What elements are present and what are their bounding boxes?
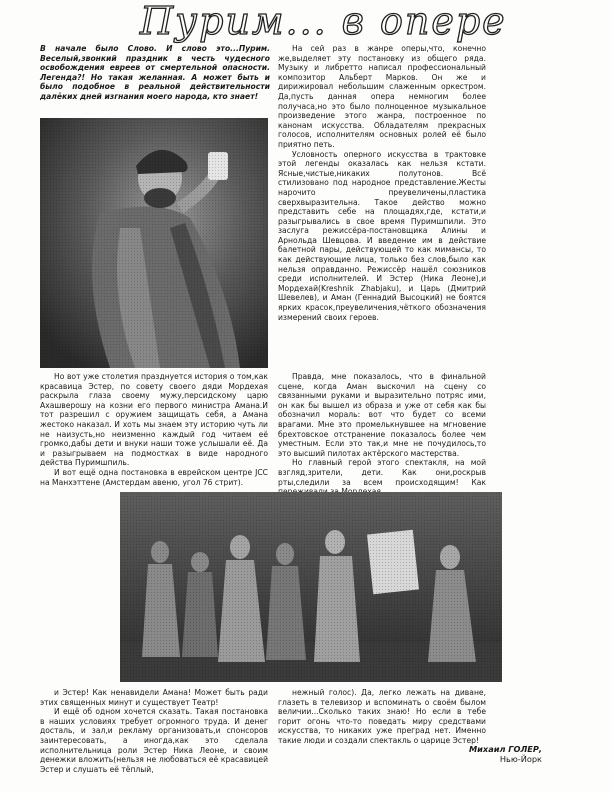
photo-mordecai: [40, 118, 268, 368]
author-name: Михаил ГОЛЕР,: [469, 744, 542, 754]
right-column-bottom: [278, 688, 486, 745]
paragraph: Но вот уже столетия празднуется история о том,как красавица Эстер, по совету своего дяди Мордехая раскрыла глаза своему мужу,персидскому царю Ахашверошу на козни его первого министра Амана.И тот разрешил с оружием защищать себя, а Амана жестоко наказал. И хоть мы знаем эту историю чуть ли не наизусть,но неизменно каждый год читаем её громко,дабы дети и внуки наши тоже услышали её. Да и разыгрываем на подмостках в виде народного действа Пуримшпиль.: [40, 372, 268, 468]
paragraph: Но главный герой этого спектакля, на мой взгляд,зрители, дети. Как они,роскрыв рты,следили за всем происходящим! Как: [278, 458, 486, 487]
left-column-bottom: [40, 688, 268, 786]
photo-stage-scene: [120, 492, 502, 682]
lede-column: [40, 44, 270, 126]
lede-text: В начале было Слово. И слово это...Пурим. Веселый,звонкий праздник в честь чудесного освобождения евреев от смертельной опасности. Легенда?! Но такая желанная. А может быть и было подобное в реальной действительности далёких дней изгнания моего народа, кто знает!: [40, 44, 270, 101]
right-column-top: [278, 44, 486, 366]
paragraph: И вот ещё одна постановка в еврейском центре JCC на Манхэттене (Амстердам авеню, угол 76 стрит).: [40, 467, 268, 487]
paragraph: И ещё об одном хочется сказать. Такая постановка в наших условиях требует огромного труда. И денег досталь, и зал,и рекламу организовать,и спонсоров заинтересовать, а иногда,как это сделала исполнительница роли Эстер Ника Леоне, и своим денежки вложить(нельзя не любоваться её красавицей Эстер и слушать её тёплый,: [40, 707, 268, 774]
paragraph: и Эстер! Как ненавидели Амана! Может быть ради этих священных минут и существует Театр!: [40, 688, 268, 707]
author-signature: [469, 744, 542, 764]
paragraph: Правда, мне показалось, что в финальной сцене, когда Аман выскочил на сцену со связанными руками и выразительно потряс ими, он как бы вышел из образа и уже от себя как бы обозначил мораль: вот что будет со всеми врагами. Мне это промелькнувшее на мгновение брехтовское отстранение показалось более чем уместным. Если это так,и мне не почудилось,то это высший пилотах актёрского мастерства.: [278, 372, 486, 458]
photo-stage-scene-image: [120, 492, 502, 682]
right-column-middle: [278, 372, 486, 488]
author-city: Нью-Йорк: [499, 754, 542, 764]
paragraph: Условность оперного искусства в трактовке этой легенды оказалась как нельзя кстати. Ясные,чистые,никаких полутонов. Всё стилизовано под народное представление.Жесты нарочито преувеличены,пластика сверхвыразительна. Такое действо можно представить себе на площадях,где, кстати,и разыгрывались в свое время Пуримшпили. Это заслуга режиссёра-постановщика Алины и Арнольда Шевцова. И введение им в действие балетной пары, действующей то как мимансы, то как действующие лица, только без слов,было как нельзя оправданно. Режиссёр нашёл союзников среди исполнителей. И Эстер (Ника Леоне),и Мордехай(Kreshnik Zhabjaku), и Царь (Дмитрий Шевелев), и Аман (Геннадий Высоцкий) не боятся ярких красок,преувеличения,чёткого обозначения измерений своих героев.: [278, 149, 486, 322]
paragraph: На сей раз в жанре оперы,что, конечно же,выделяет эту постановку из общего ряда. Музыку и либретто написал профессиональный композитор Альберт Марков. Он же и дирижировал небольшим слаженным оркестром. Да,пусть данная опера немногим более получаса,но это было полноценное музыкальное произведение этого жанра, построенное по канонам искусства. Обладателям прекрасных голосов, исполнителям основных ролей её было приятно петь.: [278, 44, 486, 149]
paragraph: нежный голос). Да, легко лежать на диване, глазеть в телевизор и вспоминать о своём былом величии...Сколько таких знаю! Но если в тебе горит огонь что-то поведать миру средствами искусства, то никаких уже преград нет. Именно такие люди и создали спектакль о царице Эстер!: [278, 688, 486, 745]
headline: Пурим... в опере: [140, 0, 507, 43]
left-column-middle: [40, 372, 268, 488]
photo-mordecai-image: [40, 118, 268, 368]
